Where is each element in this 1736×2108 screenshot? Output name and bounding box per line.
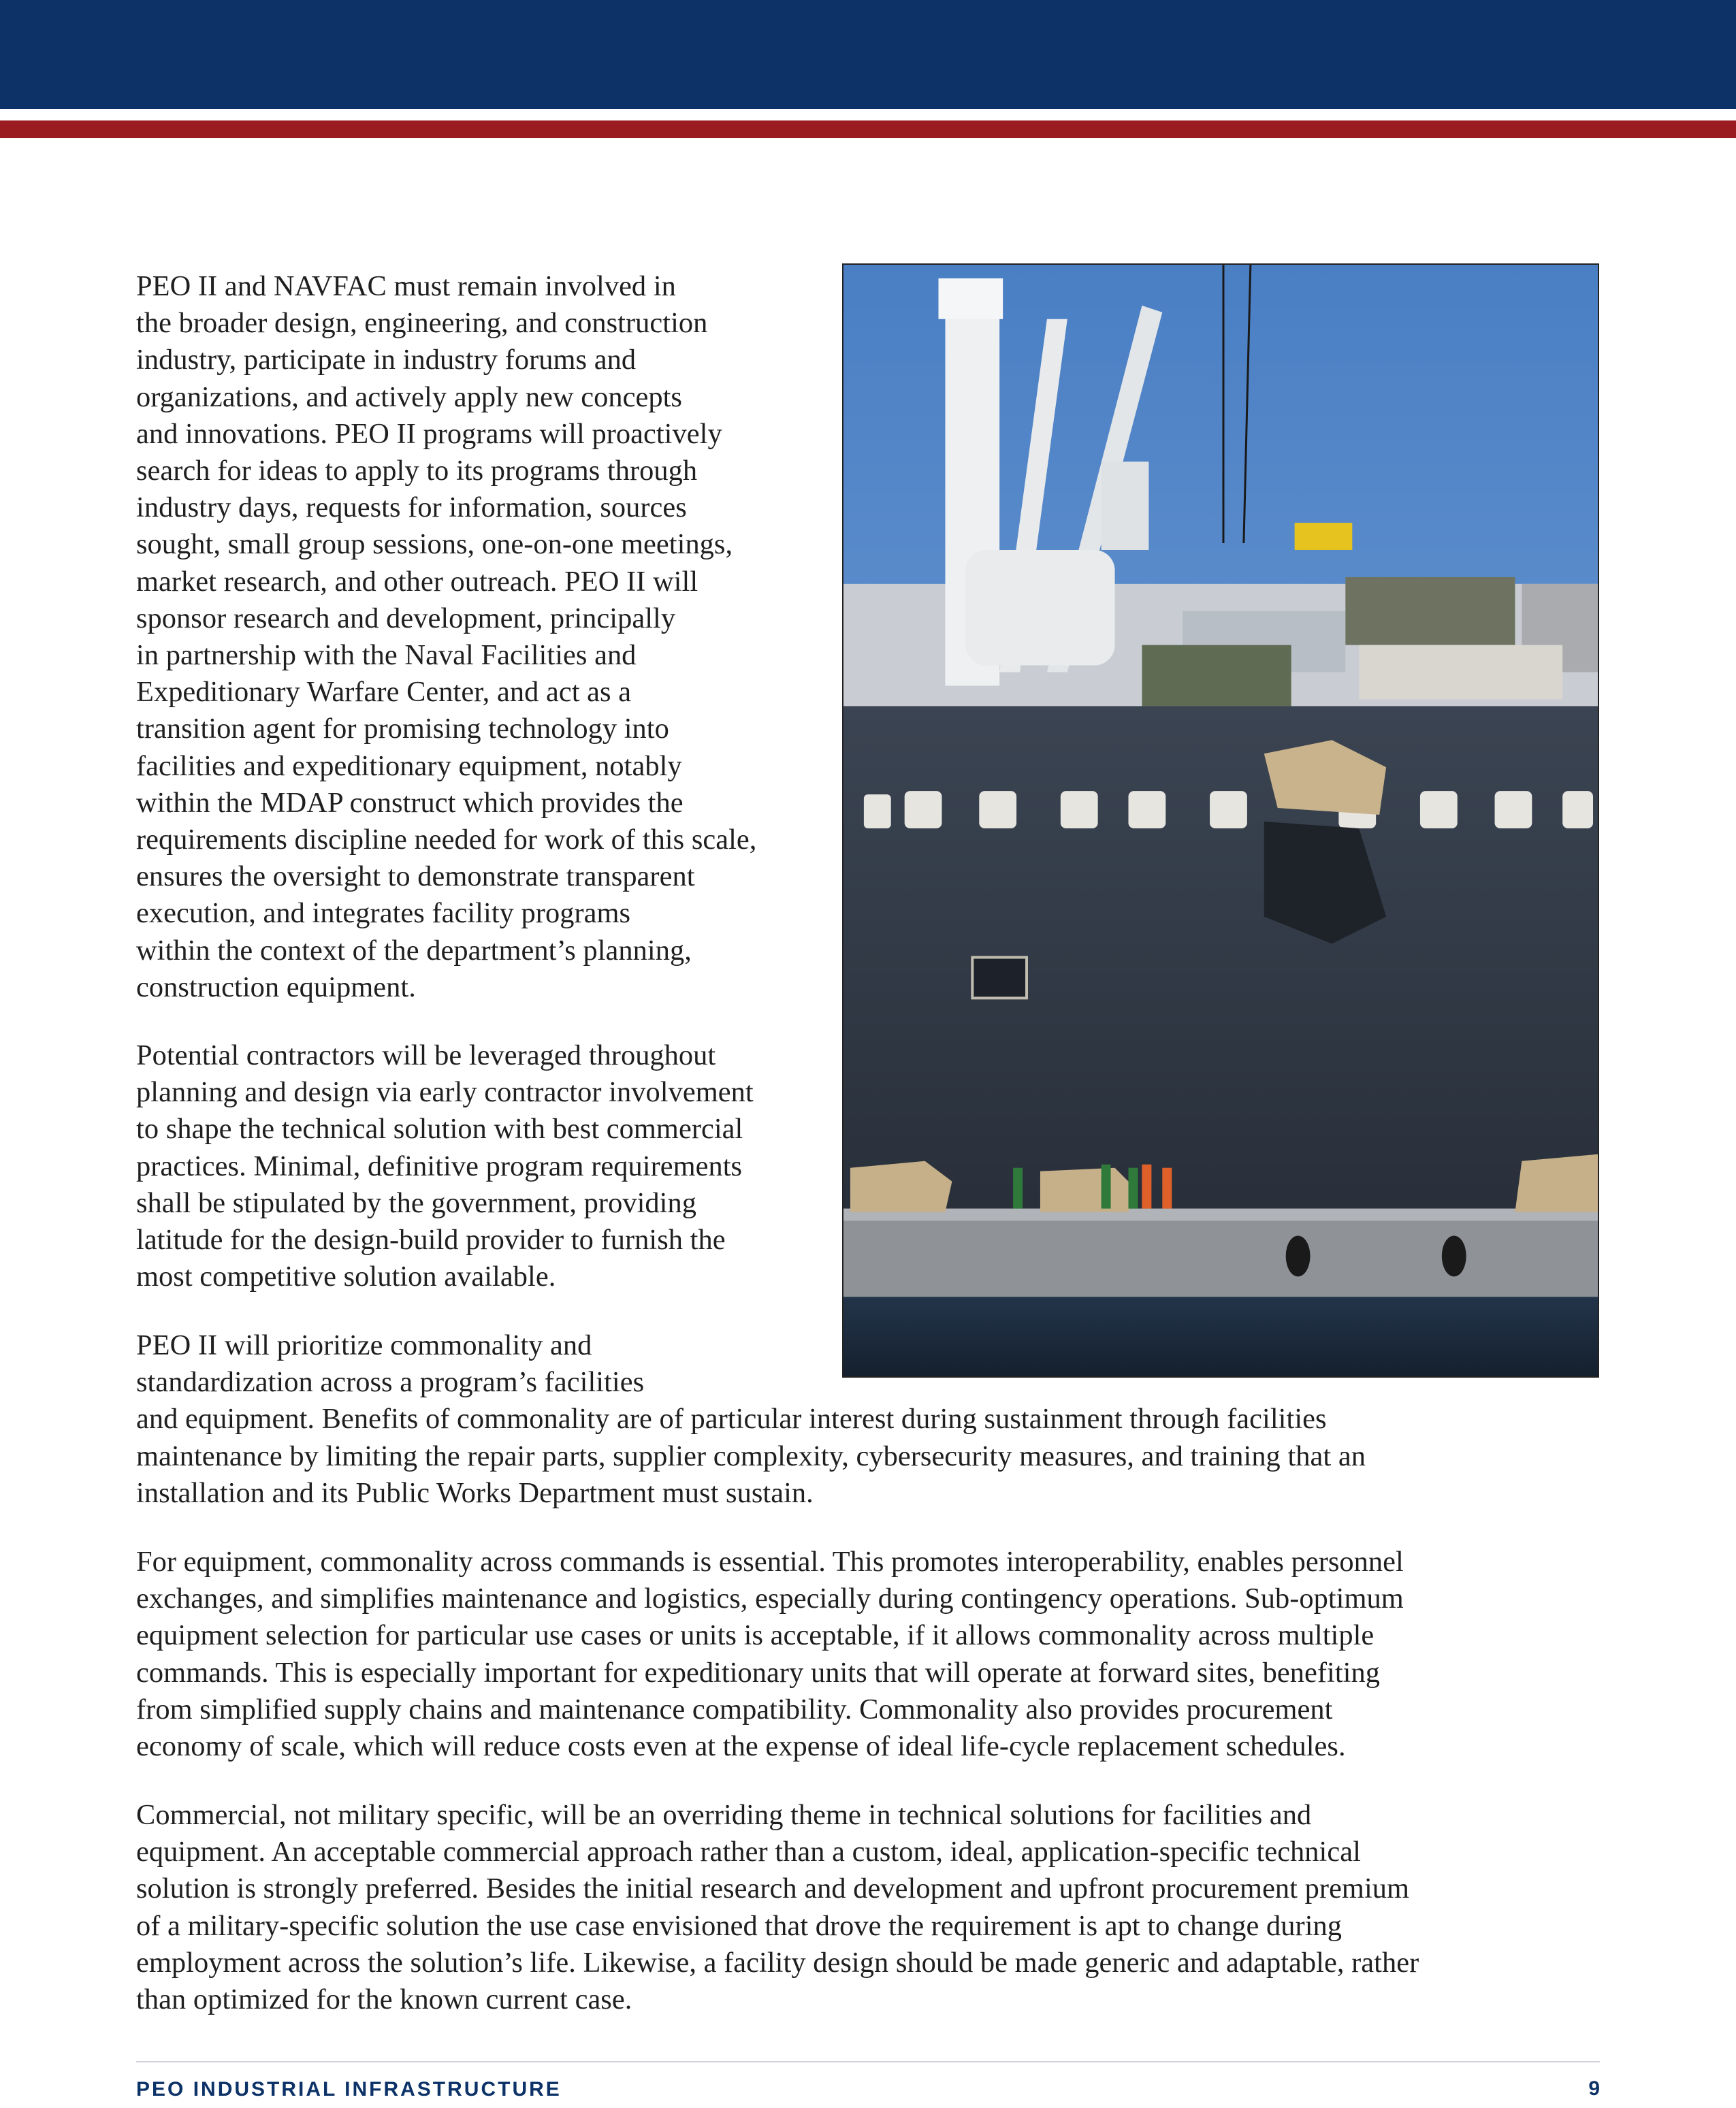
footer-divider [136,2061,1600,2062]
header-band-navy [0,0,1736,109]
footer-label: PEO INDUSTRIAL INFRASTRUCTURE [136,2078,562,2101]
paragraph-early-contractor-involvement: Potential contractors will be leveraged throughout planning and design via early contractor involvement to shape the technical solution with best commercial practices. Minimal, definitive program requirements shall be stipulated by the government, providing latitude for the design-build provider to furnish the most competitive solution available. [136,1039,754,1293]
paragraph-equipment-commonality: For equipment, commonality across commands is essential. This promotes interoperability, enables personnel exchanges, and simplifies maintenance and logistics, especially during contingency operations. Sub-optimum equipment selection for particular use cases or units is acceptable, if it allows commonality across multiple commands. This is especially important for expeditionary units that will operate at forward sites, benefiting from simplified supply chains and maintenance compatibility. Commonality also provides procurement economy of scale, which will reduce costs even at the expense of ideal life-cycle replacement schedules. [136,1546,1404,1763]
page-number: 9 [1588,2077,1600,2100]
paragraph-industry-involvement: PEO II and NAVFAC must remain involved in the broader design, engineering, and construction industry, participate in industry forums and organizations, and actively apply new concepts and innovations. PEO II programs will proactively search for ideas to apply to its programs through industry days, requests for information, sources sought, small group sessions, one-on-one meetings, market research, and other outreach. PEO II will sponsor research and development, principally in partnership with the Naval Facilities and Expeditionary Warfare Center, and act as a transition agent for promising technology into facilities and expeditionary equipment, notably within the MDAP construct which provides the requirements discipline needed for work of this scale, ensures the oversight to demonstrate transparent execution, and integrates facility programs within the context of the department’s planning, construction equipment. [136,270,757,1003]
ship-crane-photo [842,263,1599,1378]
paragraph-commercial-solutions: Commercial, not military specific, will be an overriding theme in technical solutions for facilities and equipment. An acceptable commercial approach rather than a custom, ideal, application-specific technical solution is strongly preferred. Besides the initial research and development and upfront procurement premium of a military-specific solution the use case envisioned that drove the requirement is apt to change during employment across the solution’s life. Likewise, a facility design should be made generic and adaptable, rather than optimized for the known current case. [136,1799,1419,2016]
header-band-red [0,120,1736,138]
paragraph-commonality-standardization: PEO II will prioritize commonality and standardization across a program’s facilities and equipment. Benefits of commonality are of particular interest during sustainment through facilities maintenance by limiting the repair parts, supplier complexity, cybersecurity measures, and training that an installation and its Public Works Department must sustain. [136,1329,1366,1509]
